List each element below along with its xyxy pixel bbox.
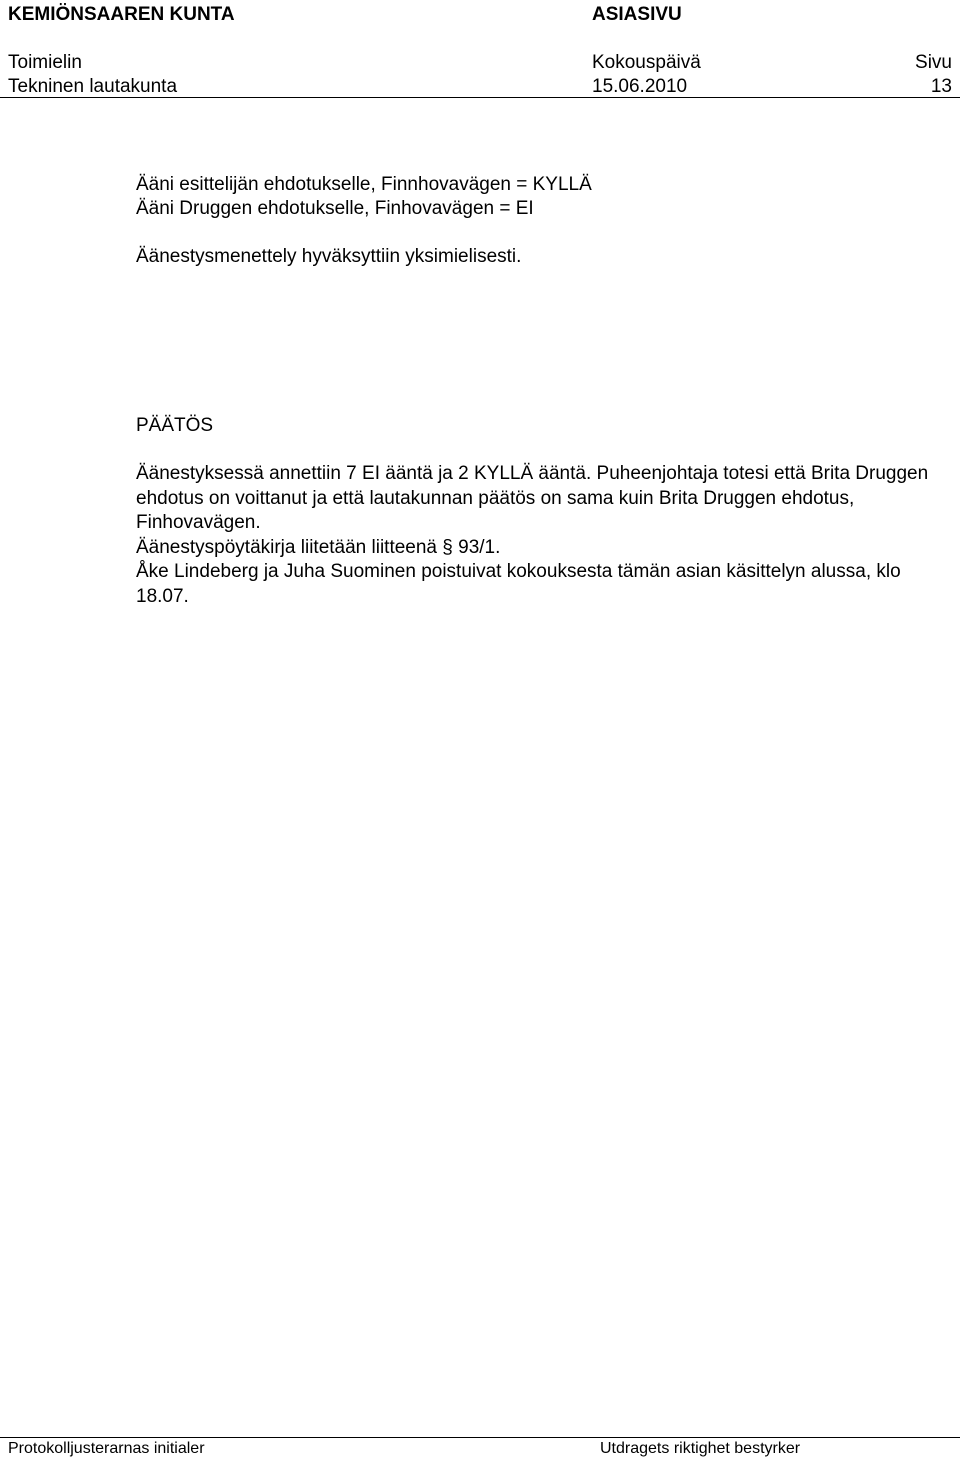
footer-divider (0, 1437, 960, 1438)
label-meeting-date: Kokouspäivä (592, 52, 701, 73)
decision-block (136, 462, 954, 609)
page-number: 13 (930, 76, 952, 97)
body-value: Tekninen lautakunta (8, 76, 178, 97)
absence-line: Åke Lindeberg ja Juha Suominen poistuivat kokouksesta tämän asian käsittelyn alussa, klo 18.07. (136, 561, 901, 607)
document-type: ASIASIVU (592, 4, 682, 25)
vote-line-presenter: Ääni esittelijän ehdotukselle, Finnhovavägen = KYLLÄ (136, 174, 592, 195)
meeting-date-value: 15.06.2010 (592, 76, 688, 97)
header-divider (0, 97, 960, 98)
procedure-line: Äänestysmenettely hyväksyttiin yksimielisesti. (136, 246, 522, 267)
attachment-line: Äänestyspöytäkirja liitetään liitteenä § 93/1. (136, 536, 501, 558)
footer-initials-label: Protokolljusterarnas initialer (8, 1440, 205, 1457)
footer-certification-label: Utdragets riktighet bestyrker (600, 1440, 801, 1457)
organization-name: KEMIÖNSAAREN KUNTA (8, 4, 235, 25)
decision-heading: PÄÄTÖS (136, 415, 214, 436)
vote-line-druggen: Ääni Druggen ehdotukselle, Finhovavägen = EI (136, 198, 534, 219)
label-body: Toimielin (8, 52, 82, 73)
label-page: Sivu (915, 52, 952, 73)
decision-paragraph: Äänestyksessä annettiin 7 EI ääntä ja 2 KYLLÄ ääntä. Puheenjohtaja totesi että Brita Druggen ehdotus on voittanut ja että lautakunnan päätös on sama kuin Brita Druggen ehdotus, Finhovavägen. (136, 463, 929, 533)
